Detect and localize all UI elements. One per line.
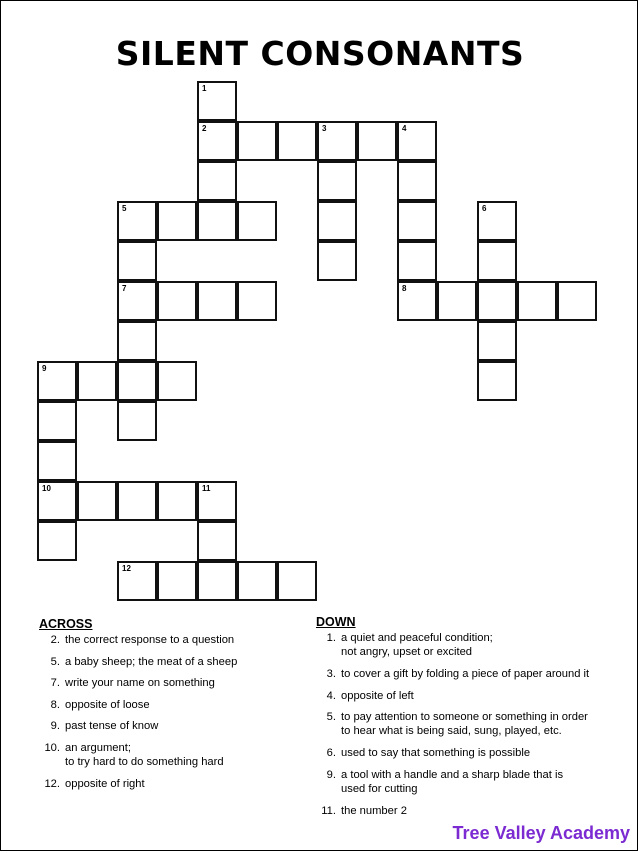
- grid-cell[interactable]: [117, 561, 157, 601]
- grid-cell[interactable]: [237, 201, 277, 241]
- clue-number: 6: [482, 204, 487, 213]
- down-heading: DOWN: [316, 615, 356, 629]
- clue-number: 9.: [50, 720, 60, 733]
- clue-text: used for cutting: [341, 782, 418, 795]
- down-clue-list: [314, 631, 624, 826]
- grid-cell[interactable]: [237, 281, 277, 321]
- clue-text: opposite of loose: [65, 698, 150, 711]
- clue-number: 10.: [44, 741, 60, 754]
- grid-cell[interactable]: [197, 121, 237, 161]
- across-clue: [38, 655, 300, 669]
- grid-cell[interactable]: [157, 361, 197, 401]
- clue-number: 12.: [44, 777, 60, 790]
- clue-number: 11.: [321, 804, 336, 817]
- clue-number: 1.: [326, 632, 336, 644]
- across-clue: [38, 719, 300, 733]
- grid-cell[interactable]: [477, 281, 517, 321]
- down-clue: [314, 746, 624, 760]
- clue-text: used to say that something is possible: [341, 747, 531, 760]
- grid-cell[interactable]: [317, 161, 357, 201]
- clue-number: 8.: [50, 698, 60, 711]
- grid-cell[interactable]: [277, 561, 317, 601]
- grid-cell[interactable]: [197, 521, 237, 561]
- clue-text: a quiet and peaceful condition;: [341, 632, 493, 644]
- clue-number: 4.: [326, 689, 336, 702]
- clue-text: the correct response to a question: [65, 634, 235, 646]
- puzzle-title: SILENT CONSONANTS: [115, 34, 525, 73]
- clue-text: a baby sheep; the meat of a sheep: [65, 655, 238, 668]
- across-clue: [38, 698, 300, 712]
- grid-cell[interactable]: [117, 481, 157, 521]
- clue-number: 1: [202, 84, 207, 93]
- grid-cell[interactable]: [477, 361, 517, 401]
- grid-cell[interactable]: [157, 281, 197, 321]
- clue-text: to try hard to do something hard: [65, 755, 224, 768]
- clue-number: 10: [42, 484, 51, 493]
- clue-text: opposite of left: [341, 689, 414, 702]
- grid-cell[interactable]: [197, 481, 237, 521]
- clue-number: 7: [122, 284, 127, 293]
- across-clue: [38, 676, 300, 690]
- clue-number: 9.: [326, 768, 336, 781]
- brand-logo-text: Tree Valley Academy: [452, 823, 630, 843]
- grid-cell[interactable]: [37, 521, 77, 561]
- clue-number: 8: [402, 284, 407, 293]
- grid-cell[interactable]: [317, 121, 357, 161]
- grid-cell[interactable]: [37, 481, 77, 521]
- grid-cell[interactable]: [117, 241, 157, 281]
- clue-number: 12: [122, 564, 131, 573]
- grid-cell[interactable]: [117, 321, 157, 361]
- grid-cell[interactable]: [117, 401, 157, 441]
- clue-text: the number 2: [341, 804, 407, 817]
- clue-text: to cover a gift by folding a piece of paper around it: [341, 667, 590, 680]
- grid-cell[interactable]: [397, 281, 437, 321]
- clue-number: 5.: [50, 655, 60, 668]
- grid-cell[interactable]: [277, 121, 317, 161]
- clue-text: not angry, upset or excited: [341, 646, 473, 658]
- across-clue: [38, 741, 300, 769]
- grid-cell[interactable]: [397, 241, 437, 281]
- grid-cell[interactable]: [117, 361, 157, 401]
- down-clue: [314, 631, 624, 659]
- grid-cell[interactable]: [437, 281, 477, 321]
- grid-cell[interactable]: [237, 121, 277, 161]
- clue-number: 2.: [50, 634, 60, 646]
- grid-cell[interactable]: [357, 121, 397, 161]
- grid-cell[interactable]: [197, 201, 237, 241]
- grid-cell[interactable]: [157, 201, 197, 241]
- across-clue: [38, 777, 300, 791]
- clue-number: 4: [402, 124, 407, 133]
- across-clue-list: [38, 633, 300, 798]
- grid-cell[interactable]: [397, 201, 437, 241]
- grid-cell[interactable]: [477, 241, 517, 281]
- grid-cell[interactable]: [37, 401, 77, 441]
- clue-text: past tense of know: [65, 720, 159, 733]
- down-clue: [314, 667, 624, 681]
- grid-cell[interactable]: [157, 561, 197, 601]
- clue-number: 11: [202, 484, 211, 493]
- grid-cell[interactable]: [157, 481, 197, 521]
- grid-cell[interactable]: [237, 561, 277, 601]
- clue-number: 3.: [326, 667, 336, 680]
- grid-cell[interactable]: [477, 321, 517, 361]
- grid-cell[interactable]: [197, 161, 237, 201]
- grid-cell[interactable]: [117, 281, 157, 321]
- grid-cell[interactable]: [397, 161, 437, 201]
- grid-cell[interactable]: [517, 281, 557, 321]
- grid-cell[interactable]: [317, 241, 357, 281]
- down-clue: [314, 710, 624, 738]
- down-clue: [314, 768, 624, 796]
- grid-cell[interactable]: [37, 361, 77, 401]
- clue-text: to pay attention to someone or something in order: [341, 711, 588, 724]
- grid-cell[interactable]: [397, 121, 437, 161]
- clue-text: opposite of right: [65, 777, 145, 790]
- clue-text: to hear what is being said, sung, played, etc.: [341, 725, 562, 738]
- clue-text: an argument;: [65, 741, 131, 754]
- grid-cell[interactable]: [197, 561, 237, 601]
- clue-text: write your name on something: [65, 677, 215, 690]
- across-clue: [38, 633, 300, 647]
- grid-cell[interactable]: [77, 481, 117, 521]
- grid-cell[interactable]: [197, 281, 237, 321]
- grid-cell[interactable]: [77, 361, 117, 401]
- clue-number: 6.: [326, 747, 336, 760]
- grid-cell[interactable]: [317, 201, 357, 241]
- grid-cell[interactable]: [117, 201, 157, 241]
- clue-number: 2: [202, 124, 207, 133]
- clue-number: 3: [322, 124, 327, 133]
- grid-cell[interactable]: [557, 281, 597, 321]
- grid-cell[interactable]: [197, 81, 237, 121]
- clue-text: a tool with a handle and a sharp blade that is: [341, 768, 564, 781]
- grid-cell[interactable]: [477, 201, 517, 241]
- clue-number: 5.: [326, 711, 336, 724]
- clue-number: 9: [42, 364, 47, 373]
- grid-cell[interactable]: [37, 441, 77, 481]
- across-heading: ACROSS: [39, 617, 93, 631]
- clue-number: 5: [122, 204, 127, 213]
- clue-number: 7.: [50, 677, 60, 690]
- down-clue: [314, 804, 624, 818]
- down-clue: [314, 689, 624, 703]
